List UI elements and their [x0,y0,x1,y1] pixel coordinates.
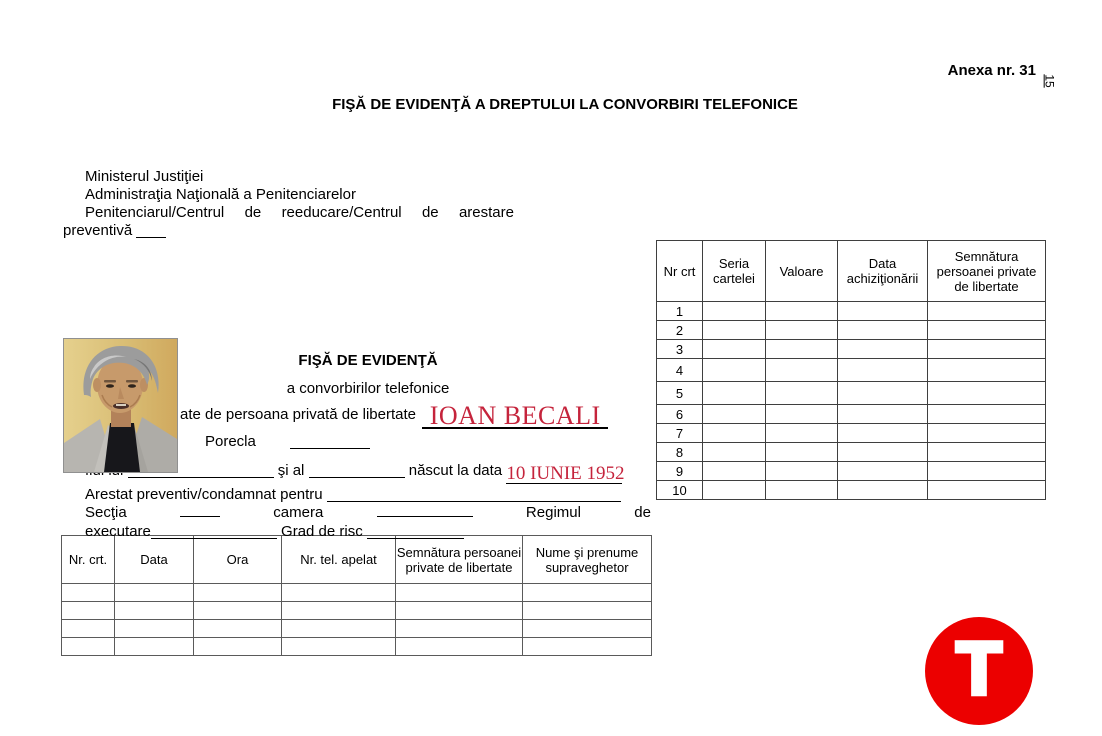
preventive-line: preventivă [63,222,514,240]
table-row [62,638,652,656]
table-row: 9 [657,462,1046,481]
table-row [62,584,652,602]
document-title: FIŞĂ DE EVIDENŢĂ A DREPTULUI LA CONVORBIRI TELEFONICE [332,96,798,113]
col-supraveghetor: Nume şi prenume supraveghetor [523,536,652,584]
parents-birth-line: şi al născut la data 10 IUNIE 1952 [85,462,651,486]
table-row: 2 [657,321,1046,340]
blank-line [309,465,405,478]
table-row: 3 [657,340,1046,359]
blank-line [151,526,277,539]
calls-log-table [61,535,652,656]
execution-risk-line: executare Grad de risc [85,523,651,541]
col-ora: Ora [194,536,282,584]
birth-date-value: 10 IUNIE 1952 [506,463,625,484]
annex-label: Anexa nr. 31 [947,62,1036,79]
col-nr-crt: Nr. crt. [62,536,115,584]
phone-cards-table [656,240,1046,500]
blank-line [136,225,166,238]
red-t-logo [925,617,1033,725]
person-name-line: ate de persoana privată de libertate IOAN BECALI [85,403,651,433]
table-row: 4 [657,359,1046,382]
table-row: 1 [657,302,1046,321]
rotated-footnote-number: 15 [1042,74,1057,88]
table-row [62,620,652,638]
penitentiary-line: Penitenciarul/Centrul de reeducare/Centrul de arestare [85,203,514,221]
blank-line [367,526,464,539]
table-row: 8 [657,443,1046,462]
col-semnatura: Semnătura persoanei private de libertate [928,241,1046,302]
arrest-line: Arestat preventiv/condamnat pentru [85,486,651,504]
birth-date-underline [506,463,625,484]
detainee-photo [63,338,178,473]
col-semnatura: Semnătura persoanei private de libertate [396,536,523,584]
col-valoare: Valoare [766,241,838,302]
section-room-regime-line: Secţia camera Regimul de [85,504,651,521]
blank-line [377,504,473,517]
table-row: 7 [657,424,1046,443]
administration-line: Administraţia Naţională a Penitenciarelor [85,185,356,203]
col-seria-cartelei: Seria cartelei [703,241,766,302]
table-row [62,602,652,620]
table-header-row [657,241,1046,302]
table-row: 6 [657,405,1046,424]
col-nr-crt: Nr crt [657,241,703,302]
table-row: 5 [657,382,1046,405]
col-nr-tel-apelat: Nr. tel. apelat [282,536,396,584]
name-underline [422,403,608,429]
blank-line [327,489,621,502]
table-header-row [62,536,652,584]
logo-letter: T [956,627,1002,710]
col-data: Data [115,536,194,584]
issuing-authority-block [63,168,514,240]
ministry-line: Ministerul Justiţiei [85,168,204,185]
record-subheading: a convorbirilor telefonice [286,380,450,397]
blank-line [290,436,370,449]
record-heading: FIŞĂ DE EVIDENŢĂ [298,352,438,369]
blank-line [180,504,220,517]
table-row: 10 [657,481,1046,500]
col-data-achizitionarii: Data achiziţionării [838,241,928,302]
portrait-photo-graphic [64,339,177,472]
person-name-value: IOAN BECALI [429,401,601,430]
nickname-line: Porecla [85,433,651,451]
